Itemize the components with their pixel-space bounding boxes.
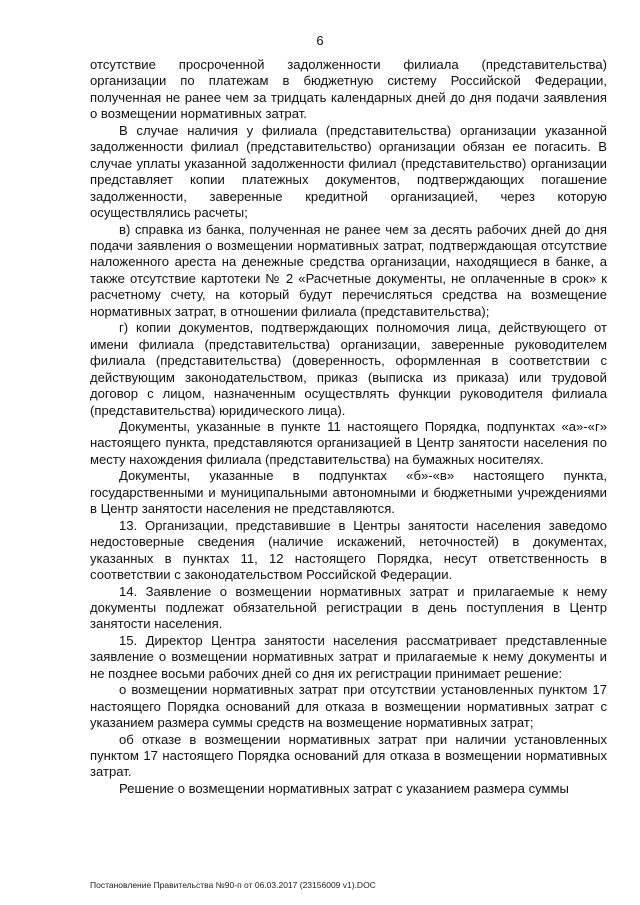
paragraph: Документы, указанные в пункте 11 настоящего Порядка, подпунктах «а»-«г» настоящего пункта, представляются организацией в Центр занятости населения по месту нахождения филиала (представительства) на бумажных носителях.	[90, 418, 607, 467]
document-footer: Постановление Правительства №90-п от 06.03.2017 (23156009 v1).DOC	[90, 880, 376, 890]
page-number: 6	[316, 33, 324, 48]
paragraph: отсутствие просроченной задолженности филиала (представительства) организации по платежам в бюджетную систему Российской Федерации, полученная не ранее чем за тридцать календарных дней до дня подачи заявления о возмещении нормативных затрат.	[90, 57, 607, 122]
paragraph: Документы, указанные в подпунктах «б»-«в» настоящего пункта, государственными и муниципальными автономными и бюджетными учреждениями в Центр занятости населения не представляются.	[90, 468, 607, 517]
paragraph: В случае наличия у филиала (представительства) организации указанной задолженности филиал (представительство) организации обязан ее погасить. В случае уплаты указанной задолженности филиал (представительство) организации представляет копии платежных документов, подтверждающих погашение задолженности, заверенные кредитной организацией, через которую осуществлялись расчеты;	[90, 122, 607, 221]
paragraph-clause-15: 15. Директор Центра занятости населения рассматривает представленные заявление о возмещении нормативных затрат и прилагаемые к нему документы и не позднее восьми рабочих дней со дня их регистрации принимает решение:	[90, 632, 607, 681]
paragraph: Решение о возмещении нормативных затрат с указанием размера суммы	[119, 780, 569, 796]
paragraph: о возмещении нормативных затрат при отсутствии установленных пунктом 17 настоящего Порядка оснований для отказа в возмещении нормативных затрат с указанием размера суммы средств на возмещение нормативных затрат;	[90, 682, 607, 731]
document-body	[90, 57, 607, 797]
paragraph-clause-13: 13. Организации, представившие в Центры занятости населения заведомо недостоверные сведения (наличие искажений, неточностей) в документах, указанных в пунктах 11, 12 настоящего Порядка, несут ответственность в соответствии с законодательством Российской Федерации.	[90, 517, 607, 583]
paragraph-clause-14: 14. Заявление о возмещении нормативных затрат и прилагаемые к нему документы подлежат обязательной регистрации в день поступления в Центр занятости населения.	[90, 583, 607, 632]
paragraph-item-v: в) справка из банка, полученная не ранее чем за десять рабочих дней до дня подачи заявления о возмещении нормативных затрат, подтверждающая отсутствие наложенного ареста на денежные средства организации, находящиеся в банке, а также отсутствие картотеки № 2 «Расчетные документы, не оплаченные в срок» к расчетному счету, на который будут перечисляться средства на возмещение нормативных затрат, в отношении филиала (представительства);	[90, 221, 607, 319]
paragraph-item-g: г) копии документов, подтверждающих полномочия лица, действующего от имени филиала (представительства) организации, заверенные руководителем филиала (представительства) (доверенность, оформленная в соответствии с действующим законодательством, приказ (выписка из приказа) или трудовой договор с лицом, назначенным осуществлять функции руководителя филиала (представительства) юридического лица).	[90, 320, 607, 418]
paragraph: об отказе в возмещении нормативных затрат при наличии установленных пунктом 17 настоящего Порядка оснований для отказа в возмещении нормативных затрат.	[90, 731, 607, 780]
